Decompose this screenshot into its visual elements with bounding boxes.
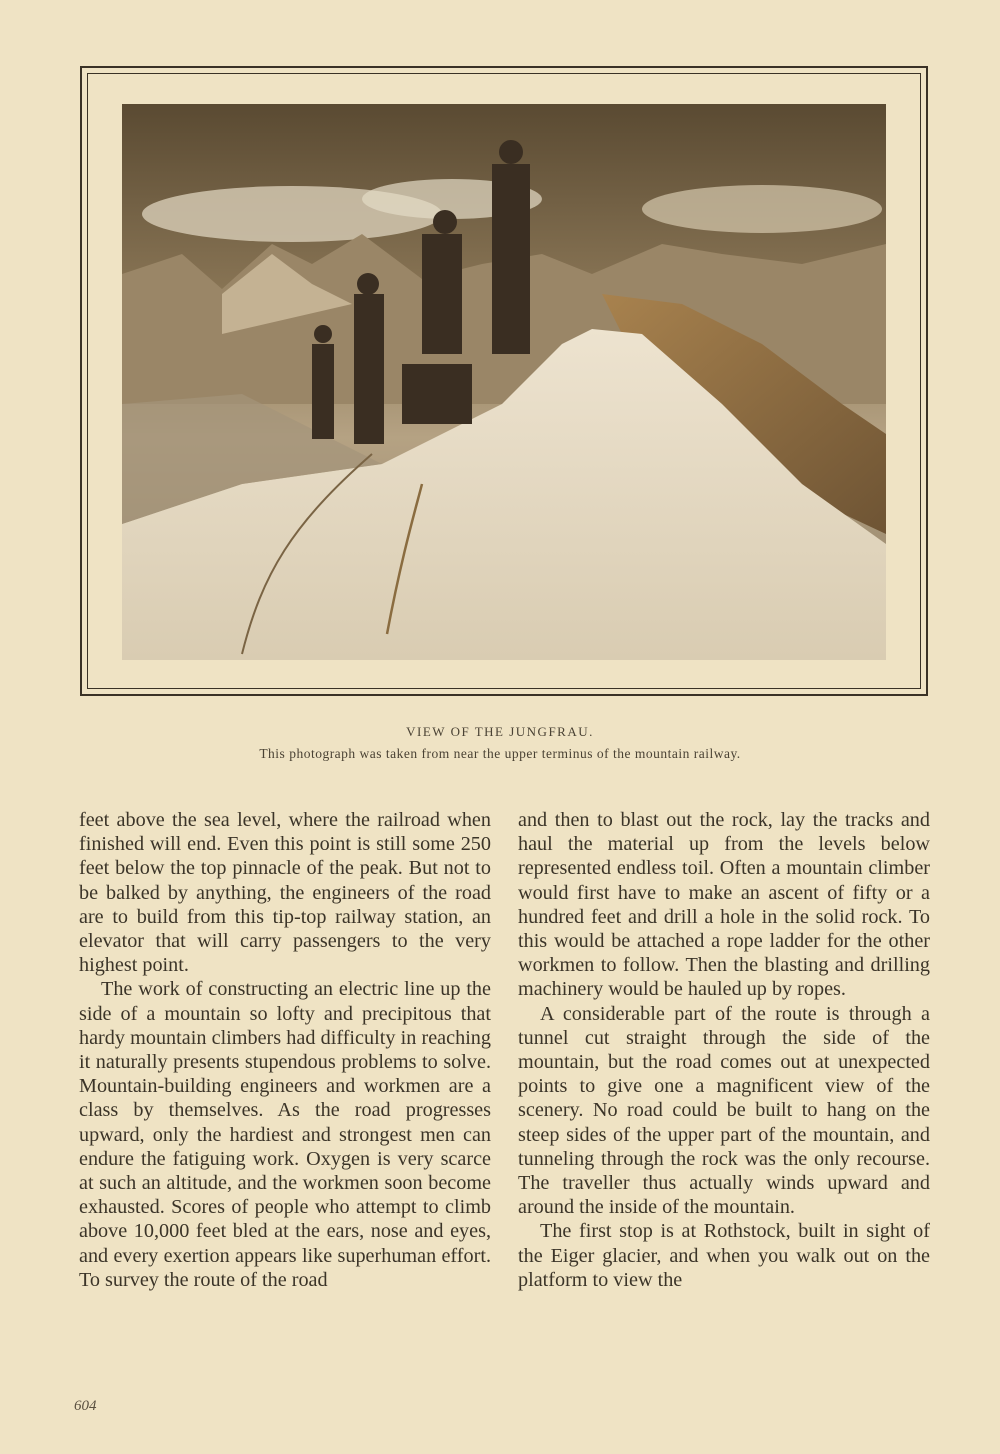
paragraph: The first stop is at Rothstock, built in sight of the Eiger glacier, and when you walk out on the platform to view the bbox=[518, 1220, 930, 1291]
caption-title: VIEW OF THE JUNGFRAU. bbox=[406, 724, 594, 739]
caption-text: This photograph was taken from near the upper terminus of the mountain railway. bbox=[259, 746, 741, 761]
right-column bbox=[518, 808, 930, 1292]
left-column bbox=[79, 808, 491, 1292]
jungfrau-photograph bbox=[122, 104, 886, 660]
paragraph: The work of constructing an electric line up the side of a mountain so lofty and precipitous that hardy mountain climbers had difficulty in reaching it naturally presents stupendous problems to solve. Mountain-building engineers and workmen are a class by themselves. As the road progresses upward, only the hardiest and strongest men can endure the fatiguing work. Oxygen is very scarce at such an altitude, and the workmen soon become exhausted. Scores of people who attempt to climb above 10,000 feet bled at the ears, nose and eyes, and every exertion appears like superhuman effort. To survey the route of the road bbox=[79, 978, 491, 1291]
paragraph: and then to blast out the rock, lay the tracks and haul the material up from the levels below represented endless toil. Often a mountain climber would first have to make an ascent of fifty or a hundred feet and drill a hole in the solid rock. To this would be attached a rope ladder for the other workmen to follow. Then the blasting and drilling machinery would be hauled up by ropes. bbox=[518, 809, 930, 1001]
paragraph: A considerable part of the route is through a tunnel cut straight through the side of the mountain, but the road comes out at unexpected points to give one a magnificent view of the scenery. No road could be built to hang on the steep sides of the upper part of the mountain, and tunneling through the rock was the only recourse. The traveller thus actually winds upward and around the inside of the mountain. bbox=[518, 1002, 930, 1219]
paragraph: feet above the sea level, where the railroad when finished will end. Even this point is still some 250 feet below the top pinnacle of the peak. But not to be balked by anything, the engineers of the road are to build from this tip-top railway station, an elevator that will carry passengers to the very highest point. bbox=[79, 809, 491, 977]
page-number: 604 bbox=[74, 1398, 97, 1414]
